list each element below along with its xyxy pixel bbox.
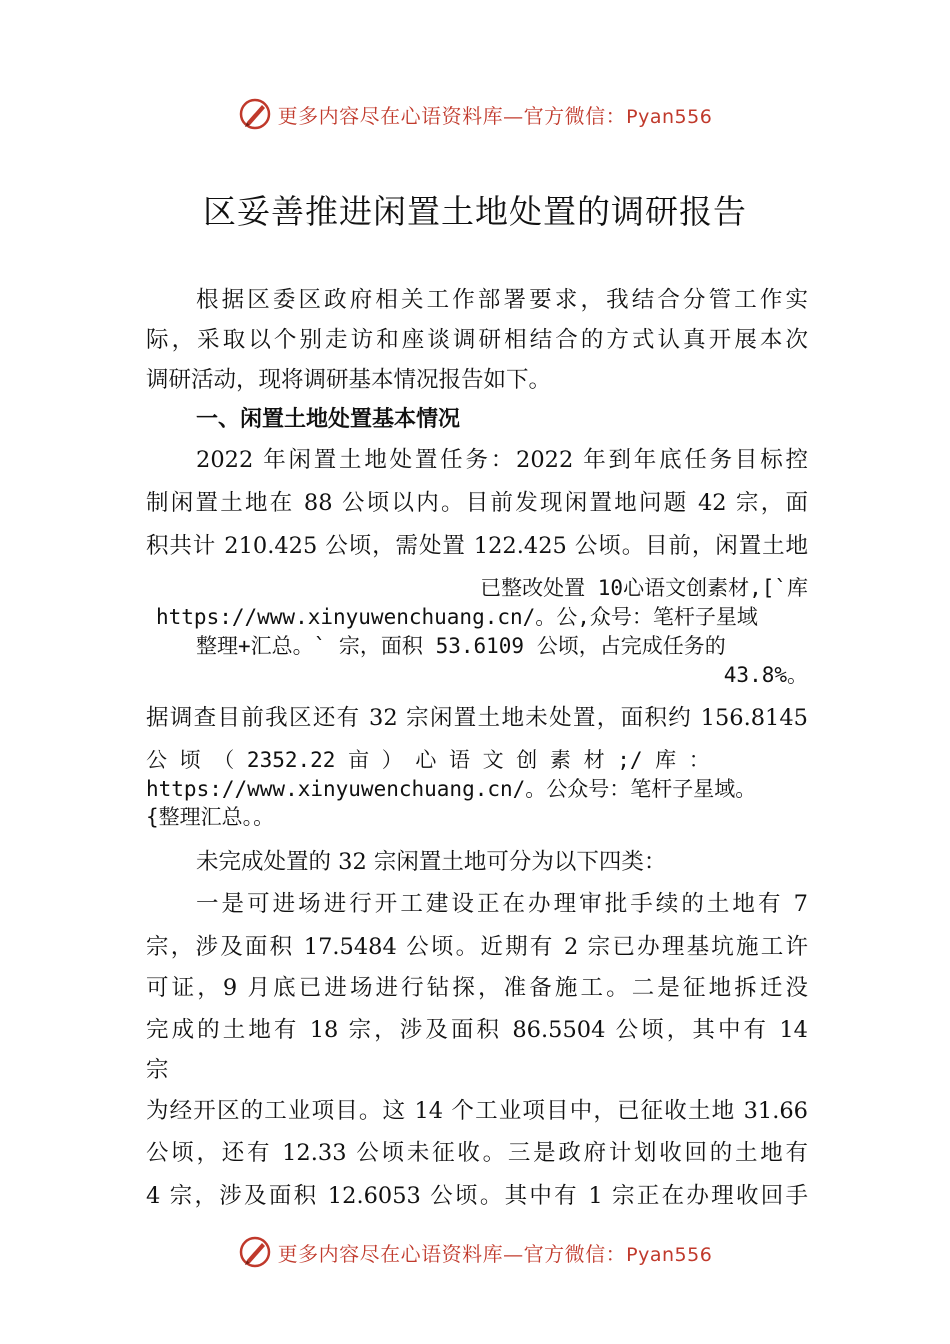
text-line: 完成的土地有 18 宗，涉及面积 86.5504 公顷，其中有 14: [146, 1017, 808, 1043]
watermark-line: 整理+汇总。` 宗，面积 53.6109 公顷，占完成任务的: [196, 634, 726, 658]
watermark-line: https://www.xinyuwenchuang.cn/。公,众号：笔杆子星域: [156, 605, 758, 629]
text-line: 根据区委区政府相关工作部署要求，我结合分管工作实: [196, 287, 808, 313]
text-line: 际，采取以个别走访和座谈调研相结合的方式认真开展本次: [146, 327, 808, 353]
text-line: 调研活动，现将调研基本情况报告如下。: [146, 367, 552, 393]
text-line: 一是可进场进行开工建设正在办理审批手续的土地有 7: [196, 891, 808, 917]
footer-banner: [0, 1230, 950, 1274]
text-line: 积共计 210.425 公顷，需处置 122.425 公顷。目前，闲置土地: [146, 533, 808, 559]
text-line: 2022 年闲置土地处置任务：2022 年到年底任务目标控: [196, 447, 808, 473]
watermark-line: 已整改处置 10心语文创素材,[`库: [480, 576, 808, 600]
banner-text: 更多内容尽在心语资料库—官方微信：Pyan556: [277, 1241, 713, 1266]
text-line: 公顷，还有 12.33 公顷未征收。三是政府计划收回的土地有: [146, 1140, 808, 1166]
banner-text: 更多内容尽在心语资料库—官方微信：Pyan556: [277, 103, 713, 128]
text-line: 可证，9 月底已进场进行钻探，准备施工。二是征地拆迁没: [146, 975, 808, 1001]
wechat-id: Pyan556: [626, 1243, 713, 1266]
watermark-line: {整理汇总。。: [146, 805, 275, 829]
wechat-id: Pyan556: [626, 105, 713, 128]
pen-logo-icon: [238, 97, 272, 131]
text-line: 未完成处置的 32 宗闲置土地可分为以下四类：: [196, 849, 667, 875]
watermark-line: 43.8%。: [723, 663, 808, 687]
section-heading: 一、闲置土地处置基本情况: [196, 407, 461, 432]
watermark-line: https://www.xinyuwenchuang.cn/。公众号：笔杆子星域。: [146, 777, 757, 801]
pen-logo-icon: [238, 1235, 272, 1269]
text-line: 为经开区的工业项目。这 14 个工业项目中，已征收土地 31.66: [146, 1098, 808, 1124]
text-line: 宗，涉及面积 17.5484 公顷。近期有 2 宗已办理基坑施工许: [146, 934, 808, 960]
text-line: 宗: [146, 1057, 169, 1083]
watermark-line: 公 顷 （ 2352.22 亩 ） 心 语 文 创 素 材 ;/ 库 ：: [146, 748, 710, 772]
text-line: 制闲置土地在 88 公顷以内。目前发现闲置地问题 42 宗，面: [146, 490, 808, 516]
page-title: 区妥善推进闲置土地处置的调研报告: [203, 192, 747, 231]
text-line: 据调查目前我区还有 32 宗闲置土地未处置，面积约 156.8145: [146, 705, 808, 731]
text-line: 4 宗，涉及面积 12.6053 公顷。其中有 1 宗正在办理收回手: [146, 1183, 808, 1209]
header-banner: [0, 92, 950, 136]
